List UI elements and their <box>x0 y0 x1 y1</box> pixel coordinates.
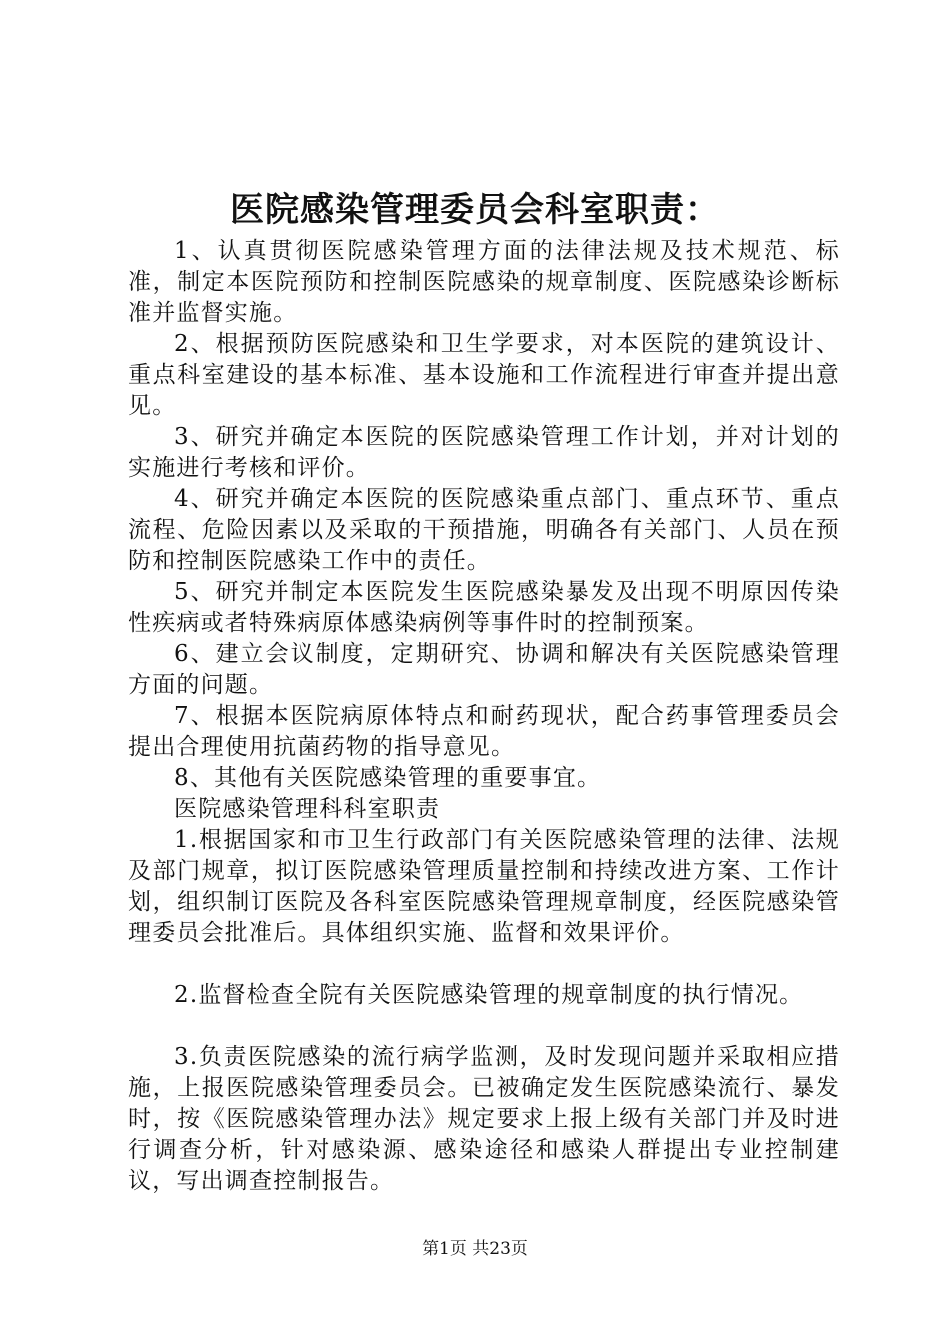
document-title: 医院感染管理委员会科室职责： <box>230 190 720 230</box>
dept-item-1: 1.根据国家和市卫生行政部门有关医院感染管理的法律、法规及部门规章，拟订医院感染管理质量控制和持续改进方案、工作计划，组织制订医院及各科室医院感染管理规章制度，经医院感染管理委员会批准后。具体组织实施、监督和效果评价。 <box>128 827 840 946</box>
dept-item-2: 2.监督检查全院有关医院感染管理的规章制度的执行情况。 <box>174 982 804 1008</box>
page-number-footer: 第1页 共23页 <box>422 1239 528 1259</box>
document-body <box>128 236 840 1197</box>
dept-item-3: 3.负责医院感染的流行病学监测，及时发现问题并采取相应措施，上报医院感染管理委员会。已被确定发生医院感染流行、暴发时，按《医院感染管理办法》规定要求上报上级有关部门并及时进行调查分析，针对感染源、感染途径和感染人群提出专业控制建议，写出调查控制报告。 <box>128 1044 840 1194</box>
committee-item-2: 2、根据预防医院感染和卫生学要求，对本医院的建筑设计、重点科室建设的基本标准、基本设施和工作流程进行审查并提出意见。 <box>128 331 840 419</box>
committee-item-7: 7、根据本医院病原体特点和耐药现状，配合药事管理委员会提出合理使用抗菌药物的指导意见。 <box>128 703 840 760</box>
committee-item-8: 8、其他有关医院感染管理的重要事宜。 <box>174 765 602 791</box>
paragraph-gap <box>128 1011 840 1042</box>
committee-item-6: 6、建立会议制度，定期研究、协调和解决有关医院感染管理方面的问题。 <box>128 641 840 698</box>
paragraph-gap <box>128 949 840 980</box>
committee-item-5: 5、研究并制定本医院发生医院感染暴发及出现不明原因传染性疾病或者特殊病原体感染病例等事件时的控制预案。 <box>128 579 840 636</box>
committee-item-4: 4、研究并确定本医院的医院感染重点部门、重点环节、重点流程、危险因素以及采取的干预措施，明确各有关部门、人员在预防和控制医院感染工作中的责任。 <box>128 486 840 574</box>
committee-item-3: 3、研究并确定本医院的医院感染管理工作计划，并对计划的实施进行考核和评价。 <box>128 424 840 481</box>
committee-item-1: 1、认真贯彻医院感染管理方面的法律法规及技术规范、标准，制定本医院预防和控制医院感染的规章制度、医院感染诊断标准并监督实施。 <box>128 238 840 326</box>
section-heading: 医院感染管理科科室职责 <box>174 796 441 822</box>
